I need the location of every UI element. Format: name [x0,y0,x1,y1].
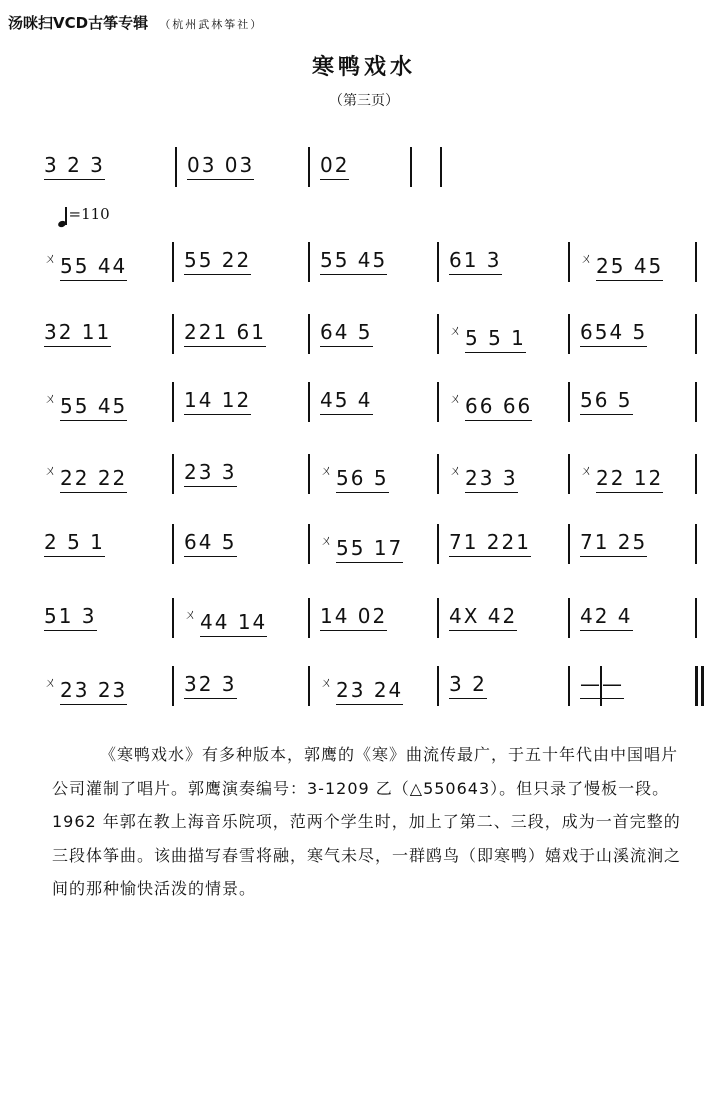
measure-notes [449,672,487,696]
measure-notes [449,248,502,272]
bar-line [172,666,174,706]
measure-notes [184,320,266,344]
bar-line [437,314,439,354]
slide-mark-icon: ㄨ [320,464,336,479]
measure-notes [184,460,237,484]
bar-line [308,666,310,706]
measure-notes [580,460,663,490]
score-line [0,664,728,714]
score-line [0,522,728,572]
bar-line [437,598,439,638]
measure-notes [320,320,373,344]
measure-notes [320,672,403,702]
measure-notes [580,388,633,412]
bar-line [437,242,439,282]
bar-line [695,242,697,282]
bar-line [437,454,439,494]
note-group: 64 5 [184,530,237,557]
bar-line [437,382,439,422]
note-group: 55 17 [336,536,403,563]
measure-notes [580,604,633,628]
bar-line [695,382,697,422]
note-group: 55 44 [60,254,127,281]
note-group: 45 4 [320,388,373,415]
note-group: 44 14 [200,610,267,637]
bar-line [568,242,570,282]
note-group: 56 5 [580,388,633,415]
slide-mark-icon: ㄨ [320,534,336,549]
score-line [0,380,728,430]
bar-line [175,147,177,187]
measure-notes [449,604,517,628]
measure-notes [44,153,105,177]
note-group: 23 23 [60,678,127,705]
note-group: 56 5 [336,466,389,493]
measure-notes [320,604,387,628]
measure-notes [320,153,349,177]
note-group: 66 66 [465,394,532,421]
bar-line [308,524,310,564]
note-group: 64 5 [320,320,373,347]
bar-line [568,382,570,422]
measure-notes [580,530,647,554]
note-group: 23 24 [336,678,403,705]
tempo-marking [58,205,110,227]
note-group: 4X 42 [449,604,517,631]
slide-mark-icon: ㄨ [580,464,596,479]
note-group: 221 61 [184,320,266,347]
bar-line [695,314,697,354]
bar-line [568,666,570,706]
note-group: 14 02 [320,604,387,631]
tempo-value: =110 [68,205,110,223]
score-line [0,312,728,362]
measure-notes [449,530,531,554]
album-label: 汤咪扫VCD古筝专辑 [8,14,149,32]
note-group: 42 4 [580,604,633,631]
note-group: 5 5 1 [465,326,526,353]
measure-notes [184,530,237,554]
slide-mark-icon: ㄨ [449,464,465,479]
bar-line [172,598,174,638]
measure-notes [449,320,526,350]
measure-notes [184,388,251,412]
slide-mark-icon: ㄨ [449,392,465,407]
bar-line [695,598,697,638]
measure-notes [44,320,111,344]
score-line [0,240,728,290]
score-line [0,596,728,646]
measure-notes [320,530,403,560]
slide-mark-icon: ㄨ [44,392,60,407]
bar-line [568,314,570,354]
piece-title: 寒鸭戏水 [311,55,416,80]
note-group: 654 5 [580,320,647,347]
note-group: 03 03 [187,153,254,180]
piece-description [52,738,682,906]
measure-notes [320,248,387,272]
score-line [0,145,728,195]
slide-mark-icon: ㄨ [580,252,596,267]
quarter-note-icon [57,220,67,228]
bar-line [437,666,439,706]
measure-notes [44,460,127,490]
measure-notes [184,604,267,634]
bar-line [308,147,310,187]
measure-notes [44,388,127,418]
note-group: 3 2 3 [44,153,105,180]
note-group: 71 25 [580,530,647,557]
slide-mark-icon: ㄨ [184,608,200,623]
bar-line [568,524,570,564]
bar-line [410,147,412,187]
measure-notes [184,672,237,696]
note-group: 55 45 [60,394,127,421]
bar-line [172,242,174,282]
organization-label: （杭州武林筝社） [159,18,264,31]
page-header [8,12,263,33]
score-line [0,452,728,502]
note-group: 23 3 [465,466,518,493]
note-group: 61 3 [449,248,502,275]
measure-notes [44,672,127,702]
note-group: 02 [320,153,349,180]
bar-line [568,598,570,638]
bar-line [437,524,439,564]
bar-line [695,454,697,494]
measure-notes [580,320,647,344]
bar-line [172,382,174,422]
note-group: 25 45 [596,254,663,281]
bar-line [308,242,310,282]
measure-notes [449,388,532,418]
note-group: 32 3 [184,672,237,699]
note-group: 32 11 [44,320,111,347]
bar-line [568,454,570,494]
note-group: 2 5 1 [44,530,105,557]
bar-line [695,524,697,564]
bar-line [172,454,174,494]
bar-line [440,147,442,187]
description-text: 《寒鸭戏水》有多种版本，郭鹰的《寒》曲流传最广，于五十年代由中国唱片公司灌制了唱片。郭鹰演奏编号：3-1209 乙（△550643）。但只录了慢板一段。1962 年郭在教上海音乐院项，范两个学生时，加上了第二、三段，成为一首完整的三段体筝曲。该曲描写春雪将融，寒气未尽，一群鸥鸟（即寒鸭）嬉戏于山溪流涧之间的那种愉快活泼的情景。 [52,745,682,898]
note-group: 55 45 [320,248,387,275]
bar-line [695,666,698,706]
final-bar-line [701,666,704,706]
measure-notes [184,248,251,272]
note-group: —— [580,672,624,699]
measure-notes [320,388,373,412]
slide-mark-icon: ㄨ [44,464,60,479]
note-group: 51 3 [44,604,97,631]
note-group: 55 22 [184,248,251,275]
note-group: 22 22 [60,466,127,493]
note-group: 23 3 [184,460,237,487]
note-group: 71 221 [449,530,531,557]
bar-line [308,382,310,422]
bar-line [308,598,310,638]
measure-notes [449,460,518,490]
measure-notes [44,530,105,554]
measure-notes [580,672,624,696]
slide-mark-icon: ㄨ [449,324,465,339]
measure-notes [187,153,254,177]
note-group: 3 2 [449,672,487,699]
bar-line [172,314,174,354]
measure-notes [44,248,127,278]
note-group: 14 12 [184,388,251,415]
slide-mark-icon: ㄨ [44,252,60,267]
measure-notes [44,604,97,628]
note-group: 22 12 [596,466,663,493]
bar-line [308,314,310,354]
measure-notes [580,248,663,278]
measure-notes [320,460,389,490]
page-indicator: （第三页） [329,93,399,109]
slide-mark-icon: ㄨ [44,676,60,691]
bar-line [172,524,174,564]
slide-mark-icon: ㄨ [320,676,336,691]
bar-line [308,454,310,494]
